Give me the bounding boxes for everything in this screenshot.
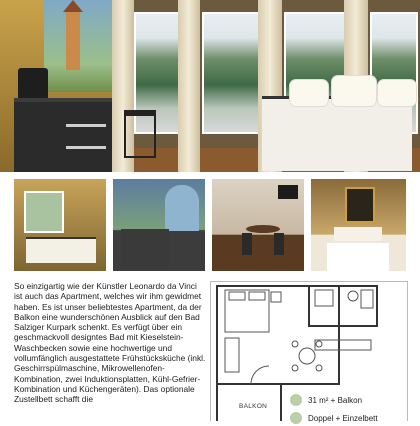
coffee-machine [18, 68, 48, 100]
apartment-description: So einzigartig wie der Künstler Leonardo da Vinci ist auch das Apartment, welches wir ihm gewidmet haben. Es ist unser beliebtestes Apartment, da der Balkon eine wunderschönen Ausblick auf den Bad Salziger Kurpark schenkt. Es verfügt über ein geschmackvoll designtes Bad mit Kieselstein-Waschbecken sowie eine hochwertige und vollumfänglich ausgestattete Frühstücksküche (inkl. Geschirrspülmaschine, Mikrowellenofen-Kombination, zwei Induktionsplatten, Kühl-Gefrier-Kombination und Küchengeräten). Das optionale Zustellbett schafft die [14, 281, 206, 405]
daybed [262, 96, 412, 171]
fact-beds-text: Doppel + Einzelbett [308, 413, 378, 423]
plan-single-bed [225, 338, 239, 372]
thumbnail-double-bed[interactable] [311, 179, 406, 271]
thumbnail-kitchen-mural[interactable] [113, 179, 205, 271]
fact-size-text: 31 m² + Balkon [308, 395, 363, 405]
plan-bed [225, 290, 269, 332]
size-icon [290, 394, 302, 406]
plan-kitchen-counter [315, 340, 371, 350]
balcony-door [202, 12, 262, 134]
fact-beds [290, 410, 378, 426]
photo-gallery [14, 179, 406, 271]
chair [124, 110, 156, 158]
plan-dining-table [299, 348, 315, 364]
hero-photo-apartment [0, 0, 420, 172]
fact-size [290, 392, 362, 408]
bed-icon [290, 412, 302, 424]
plan-outer-wall [217, 286, 339, 384]
thumbnail-dining[interactable] [212, 179, 304, 271]
plan-stove [361, 290, 373, 308]
plan-shower [315, 290, 333, 306]
wall-mural [44, 0, 117, 92]
balcony-label: BALKON [239, 403, 268, 410]
kitchen-cabinet [14, 102, 122, 172]
thumbnail-bedroom[interactable] [14, 179, 106, 271]
plan-door-swing [251, 366, 269, 384]
plan-sink [348, 291, 358, 301]
